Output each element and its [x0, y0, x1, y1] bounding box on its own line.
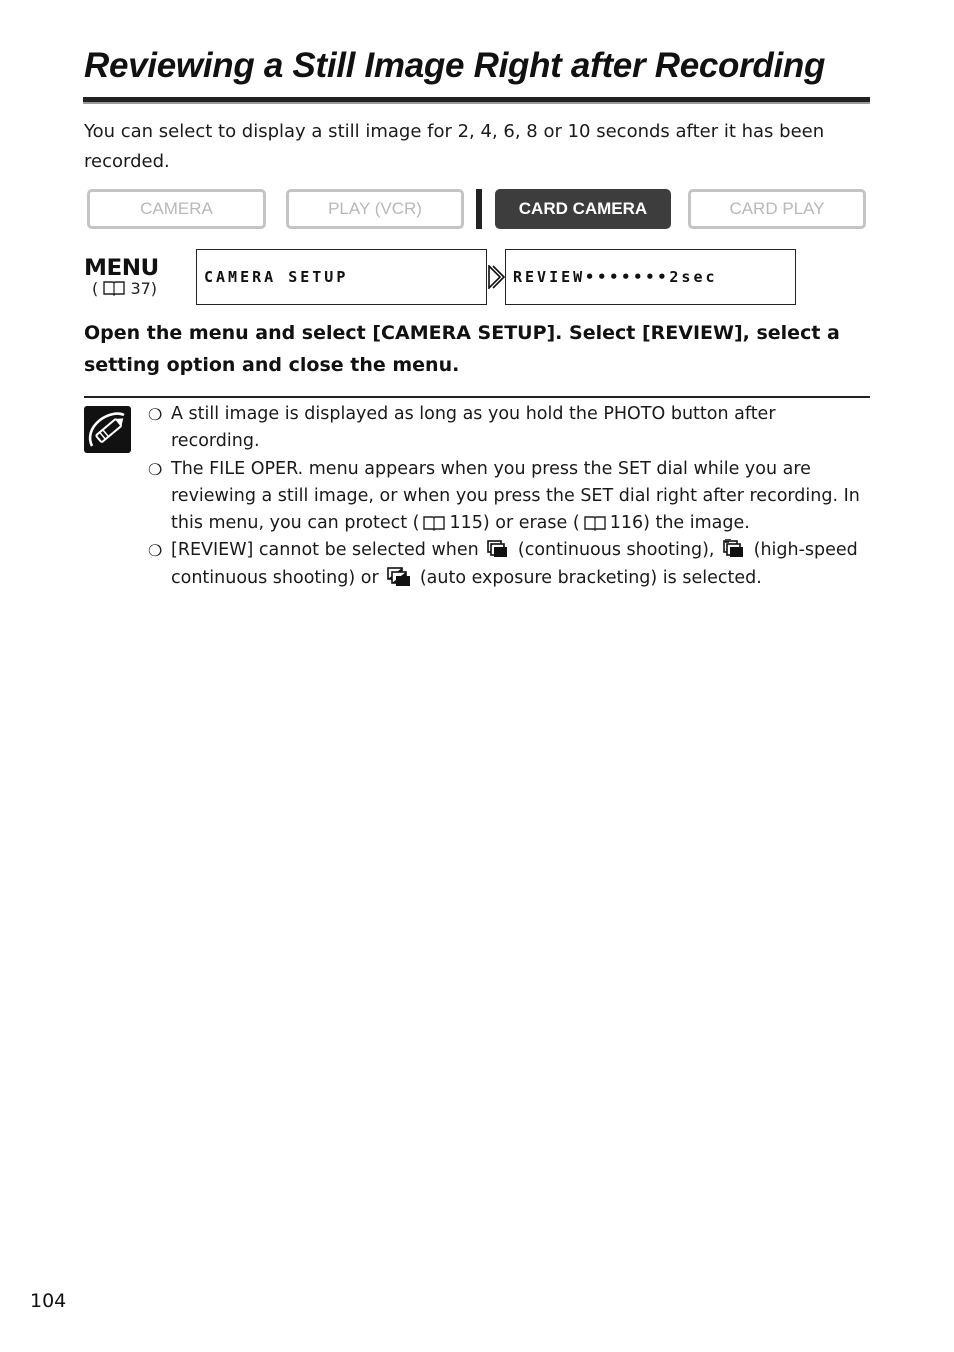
notes-divider [84, 396, 870, 398]
high-speed-continuous-shooting-icon [722, 539, 746, 559]
page-number: 104 [30, 1290, 67, 1312]
book-icon [582, 514, 608, 532]
note-item-3 [148, 537, 863, 592]
double-arrow-icon [487, 265, 505, 289]
note-1-text: A still image is displayed as long as you hold the PHOTO button after recording. [171, 404, 776, 452]
note-item-1 [148, 401, 863, 456]
note-2-text-b: 115) or erase ( [449, 513, 580, 534]
mode-card-play: CARD PLAY [688, 189, 866, 229]
ref-open-paren: ( [92, 279, 99, 298]
mode-card-camera: CARD CAMERA [495, 189, 671, 229]
note-3-text-d: (auto exposure bracketing) is selected. [419, 567, 762, 588]
book-icon [421, 514, 447, 532]
note-2-text-a: The FILE OPER. menu appears when you press the SET dial while you are reviewing a still image, or when you press the SET dial right after recording. In this menu, you can protect ( [171, 458, 860, 534]
note-bullet: ❍ [148, 405, 163, 424]
mode-play-vcr: PLAY (VCR) [286, 189, 464, 229]
mode-separator [476, 189, 482, 229]
note-3-text-a: [REVIEW] cannot be selected when [171, 540, 479, 561]
menu-camera-setup-box: CAMERA SETUP [196, 249, 487, 305]
continuous-shooting-icon [486, 539, 510, 559]
step-instruction: Open the menu and select [CAMERA SETUP]. Select [REVIEW], select a setting option and close the menu. [84, 322, 840, 376]
title-underline [83, 97, 870, 102]
note-pencil-icon [84, 406, 131, 453]
menu-page-reference [92, 279, 157, 299]
note-item-2 [148, 456, 863, 538]
ref-page: 37) [130, 279, 158, 298]
note-2-text-c: 116) the image. [609, 513, 750, 534]
mode-camera: CAMERA [87, 189, 266, 229]
book-icon [103, 280, 125, 296]
page-title: Reviewing a Still Image Right after Recording [84, 46, 826, 85]
note-3-text-c: (high-speed continuous shooting) or [171, 540, 858, 588]
menu-review-box: REVIEW•••••••2sec [505, 249, 796, 305]
notes-list [148, 401, 863, 592]
auto-exposure-bracketing-icon [386, 567, 412, 587]
note-bullet: ❍ [148, 459, 163, 479]
note-bullet: ❍ [148, 541, 163, 561]
note-3-text-b: (continuous shooting), [517, 540, 715, 561]
intro-text: You can select to display a still image for 2, 4, 6, 8 or 10 seconds after it has been recorded. [84, 121, 825, 172]
menu-logo: MENU [84, 256, 159, 281]
